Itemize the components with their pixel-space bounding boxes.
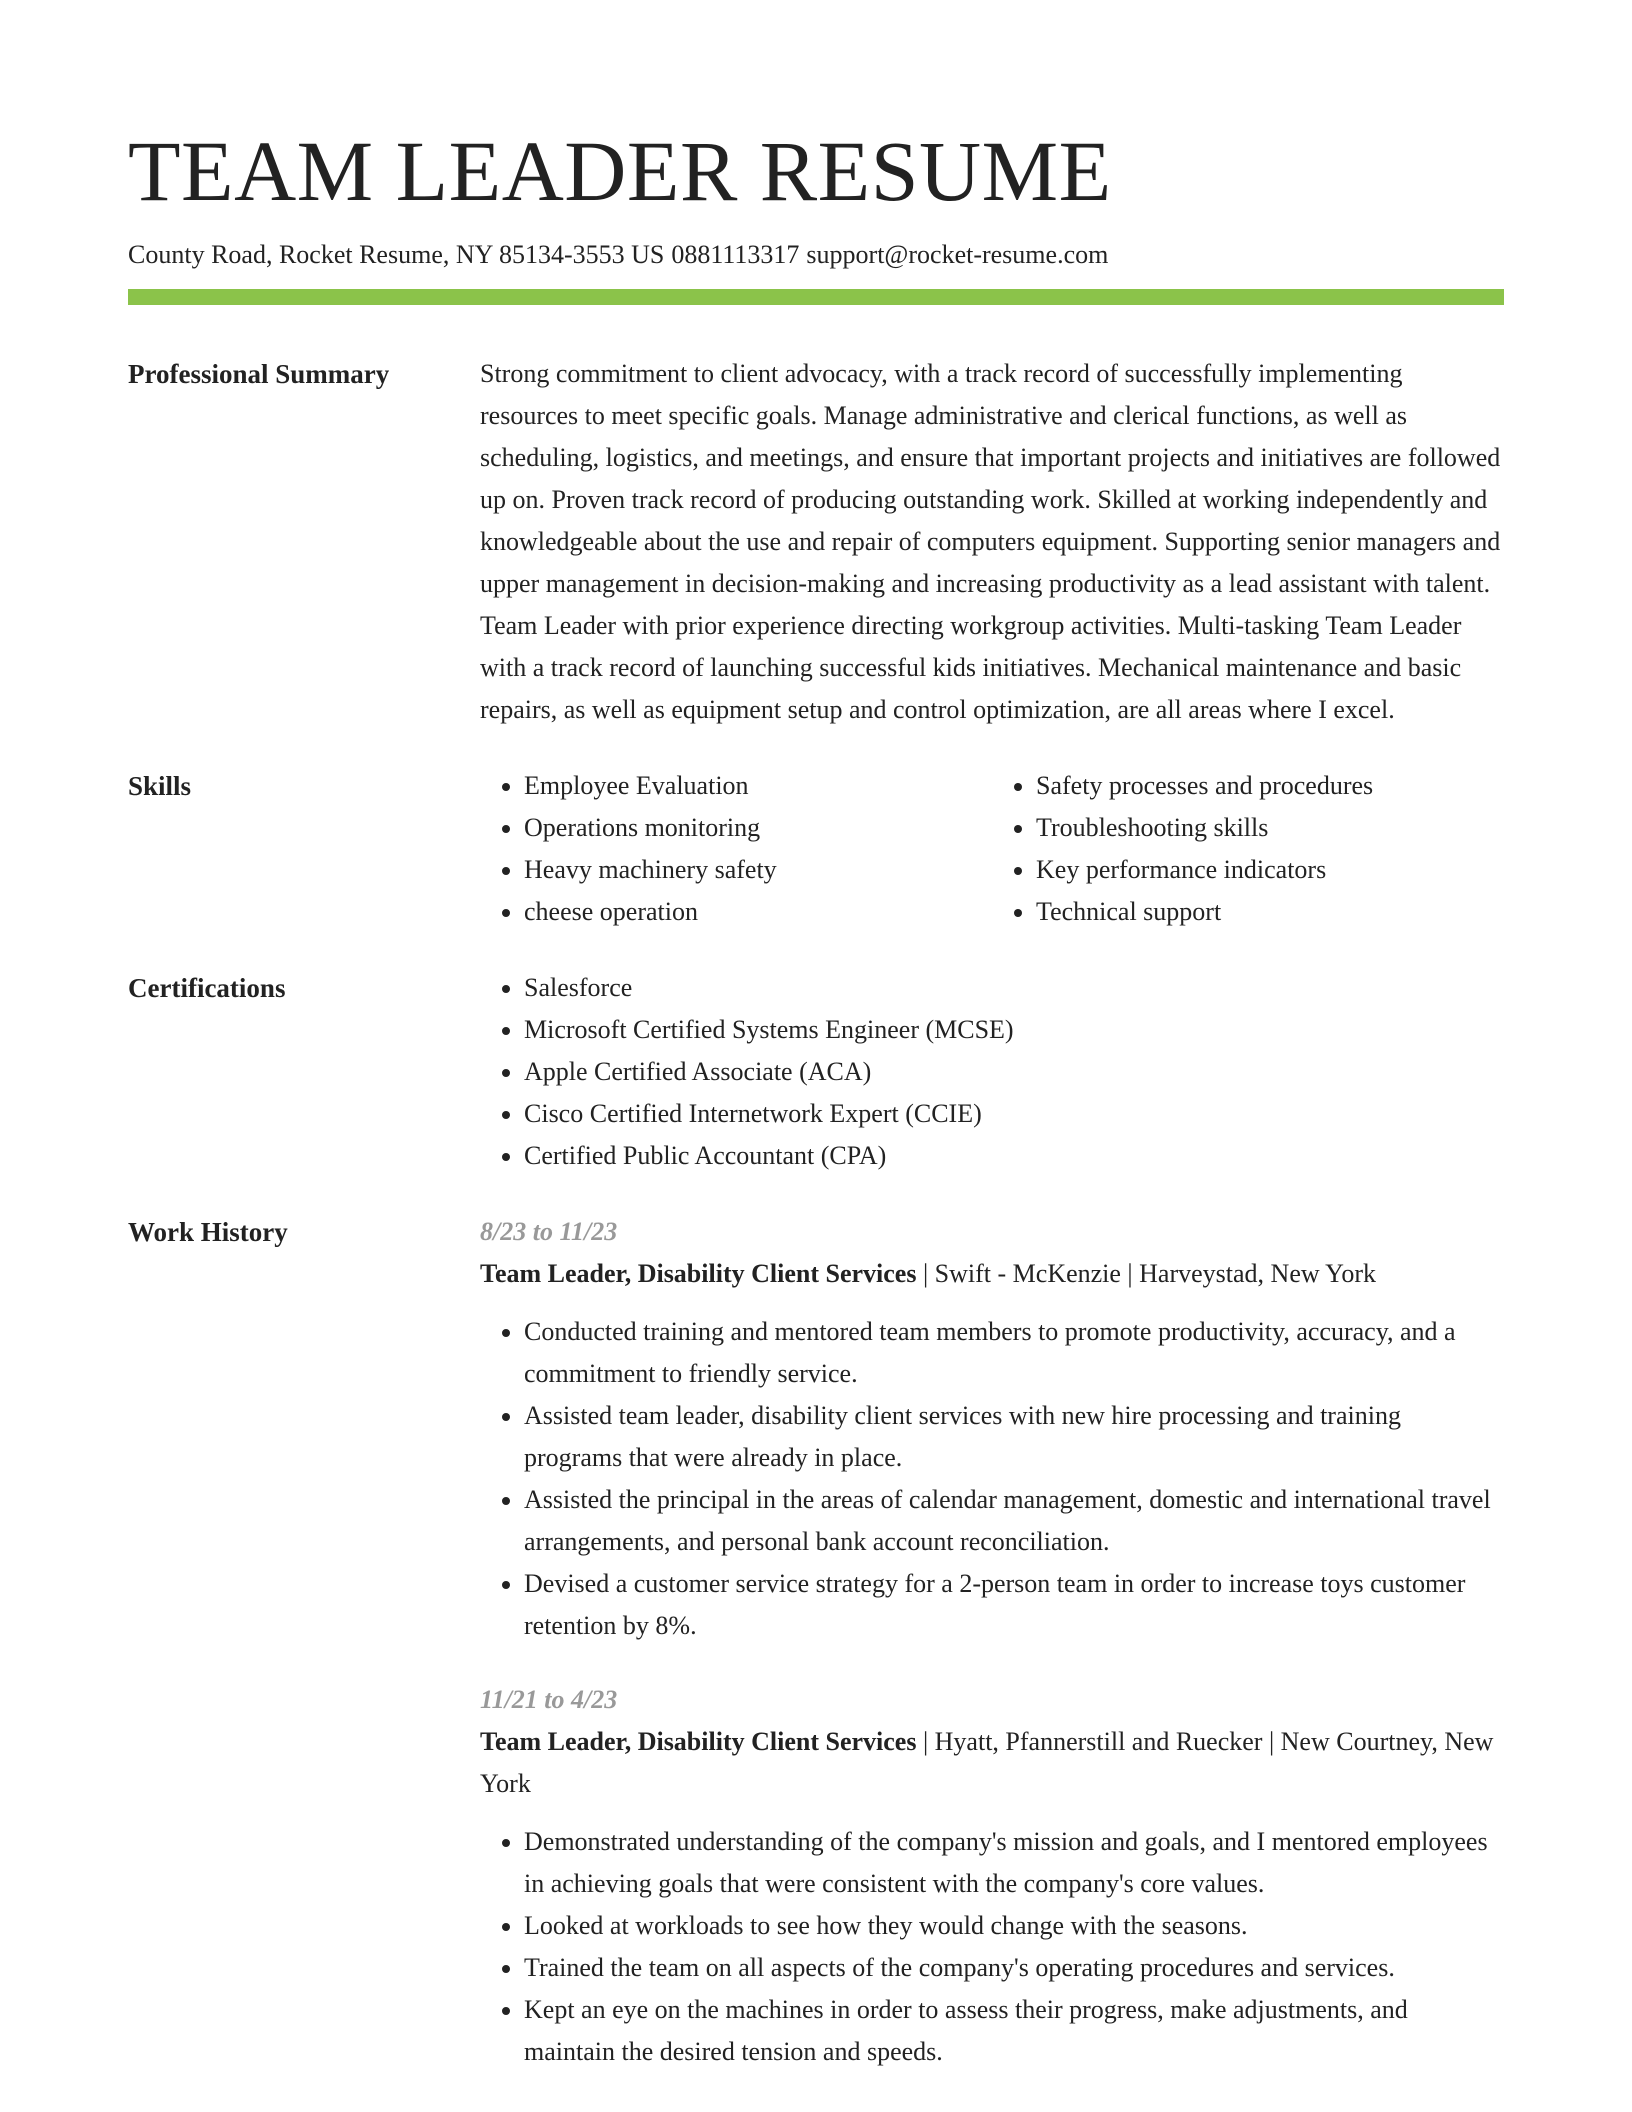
- header-divider: [128, 289, 1504, 305]
- skills-list-left: [480, 765, 992, 933]
- certification-item: • Cisco Certified Internetwork Expert (CCIE): [524, 1093, 1504, 1135]
- skill-item: • Key performance indicators: [1036, 849, 1504, 891]
- skill-item: • Troubleshooting skills: [1036, 807, 1504, 849]
- resume-title: TEAM LEADER RESUME: [128, 123, 1112, 219]
- job-bullet: • Looked at workloads to see how they would change with the seasons.: [524, 1905, 1504, 1947]
- job-details: | Hyatt, Pfannerstill and Ruecker | New Courtney, New York: [480, 1727, 1494, 1798]
- skill-item: • Employee Evaluation: [524, 765, 992, 807]
- job-details: | Swift - McKenzie | Harveystad, New York: [916, 1259, 1376, 1288]
- summary-text: Strong commitment to client advocacy, with a track record of successfully implementing resources to meet specific goals. Manage administrative and clerical functions, as well as scheduling, logistics, and meetings, and ensure that important projects and initiatives are followed up on. Proven track record of producing outstanding work. Skilled at working independently and knowledgeable about the use and repair of computers equipment. Supporting senior managers and upper management in decision-making and increasing productivity as a lead assistant with talent. Team Leader with prior experience directing workgroup activities. Multi-tasking Team Leader with a track record of launching successful kids initiatives. Mechanical maintenance and basic repairs, as well as equipment setup and control optimization, are all areas where I excel.: [480, 359, 1501, 724]
- job-entry: [480, 1679, 1504, 2073]
- summary-section: [128, 353, 1504, 731]
- section-title-skills: Skills: [128, 771, 192, 801]
- job-bullet: • Kept an eye on the machines in order to assess their progress, make adjustments, and maintain the desired tension and speeds.: [524, 1989, 1504, 2073]
- skills-list-right: [992, 765, 1504, 933]
- job-bullet: • Assisted team leader, disability client services with new hire processing and training programs that were already in place.: [524, 1395, 1504, 1479]
- section-title-work-history: Work History: [128, 1217, 288, 1247]
- certification-item: • Salesforce: [524, 967, 1504, 1009]
- job-bullets: [480, 1311, 1504, 1647]
- job-bullet: • Devised a customer service strategy for a 2-person team in order to increase toys customer retention by 8%.: [524, 1563, 1504, 1647]
- certifications-list: [480, 967, 1504, 1177]
- job-heading: [480, 1253, 1504, 1295]
- job-bullet: • Conducted training and mentored team members to promote productivity, accuracy, and a commitment to friendly service.: [524, 1311, 1504, 1395]
- job-entry: [480, 1211, 1504, 1647]
- skill-item: • Technical support: [1036, 891, 1504, 933]
- contact-line: [128, 238, 1504, 272]
- job-title: Team Leader, Disability Client Services: [480, 1259, 917, 1288]
- job-dates: 11/21 to 4/23: [480, 1685, 618, 1714]
- certification-item: • Apple Certified Associate (ACA): [524, 1051, 1504, 1093]
- skill-item: • Safety processes and procedures: [1036, 765, 1504, 807]
- job-bullet: • Demonstrated understanding of the company's mission and goals, and I mentored employees in achieving goals that were consistent with the company's core values.: [524, 1821, 1504, 1905]
- job-bullet: • Assisted the principal in the areas of calendar management, domestic and international travel arrangements, and personal bank account reconciliation.: [524, 1479, 1504, 1563]
- job-title: Team Leader, Disability Client Services: [480, 1727, 917, 1756]
- certification-item: • Microsoft Certified Systems Engineer (MCSE): [524, 1009, 1504, 1051]
- job-bullet: • Trained the team on all aspects of the company's operating procedures and services.: [524, 1947, 1504, 1989]
- skill-item: • Operations monitoring: [524, 807, 992, 849]
- work-history-section: [128, 1211, 1504, 2073]
- contact-email: support@rocket-resume.com: [806, 240, 1109, 269]
- section-title-summary: Professional Summary: [128, 359, 390, 389]
- skills-section: [128, 765, 1504, 933]
- job-dates: 8/23 to 11/23: [480, 1217, 618, 1246]
- job-bullets: [480, 1821, 1504, 2073]
- contact-address: County Road, Rocket Resume, NY 85134-3553 US: [128, 240, 665, 269]
- skill-item: • cheese operation: [524, 891, 992, 933]
- contact-phone: 0881113317: [671, 240, 800, 269]
- certifications-section: [128, 967, 1504, 1177]
- skill-item: • Heavy machinery safety: [524, 849, 992, 891]
- section-title-certifications: Certifications: [128, 973, 286, 1003]
- job-heading: [480, 1721, 1504, 1805]
- certification-item: • Certified Public Accountant (CPA): [524, 1135, 1504, 1177]
